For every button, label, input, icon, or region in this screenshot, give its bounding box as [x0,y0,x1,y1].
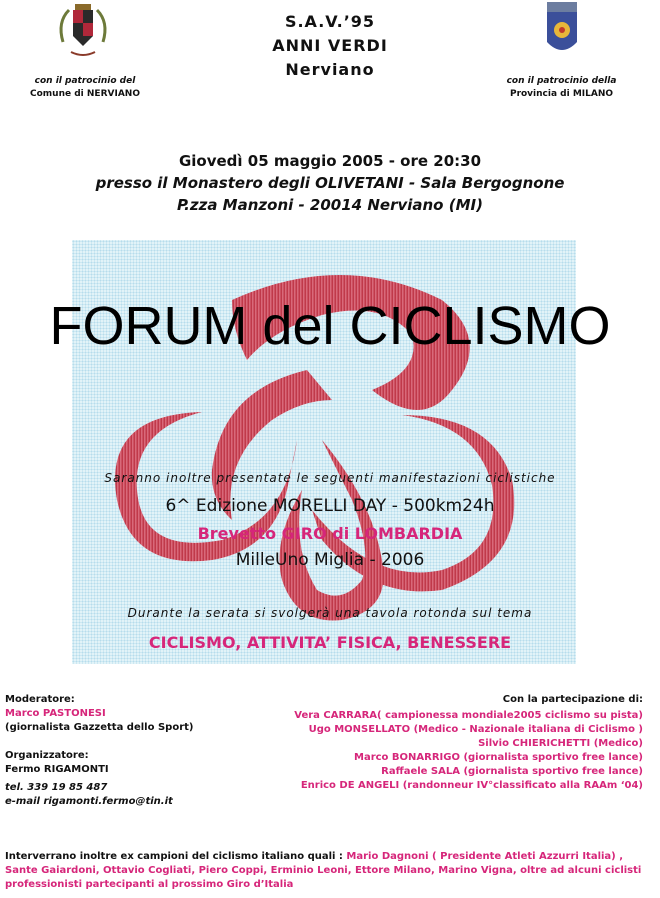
tavola-rotonda-theme: CICLISMO, ATTIVITA’ FISICA, BENESSERE [148,633,512,652]
participants-column [263,693,643,793]
participant-item: Silvio CHIERICHETTI (Medico) [478,738,643,749]
participant-item: Enrico DE ANGELI (randonneur IV°classificato alla RAAm ‘04) [300,780,643,791]
event-venue: presso il Monastero degli OLIVETANI - Sala Bergognone [95,174,565,192]
left-patronage-line2: Comune di NERVIANO [30,89,140,99]
manifestazione-morelli-day: 6^ Edizione MORELLI DAY - 500km24h [165,496,495,516]
organizer-name: Fermo RIGAMONTI [5,764,109,775]
participant-item: Raffaele SALA (giornalista sportivo free lance) [381,766,643,777]
milano-crest-icon [545,2,579,58]
org-line2: ANNI VERDI [272,36,388,55]
event-date: Giovedì 05 maggio 2005 - ore 20:30 [178,152,482,170]
organizer-email: e-mail rigamonti.fermo@tin.it [5,796,173,807]
right-patronage [484,75,639,101]
participant-item: Marco BONARRIGO (giornalista sportivo free lance) [354,752,643,763]
footer-intro: Interverrano inoltre ex campioni del ciclismo italiano quali : [5,851,347,862]
moderator-label: Moderatore: [5,694,75,705]
manifestazioni-intro: Saranno inoltre presentate le seguenti manifestazioni ciclistiche [104,471,556,485]
tavola-rotonda-intro: Durante la serata si svolgerà una tavola rotonda sul tema [127,606,533,620]
event-address: P.zza Manzoni - 20014 Nerviano (MI) [177,196,483,214]
organizers-column [5,693,255,809]
nerviano-crest-icon [55,2,111,62]
footer-text1: Mario Dagnoni ( Presidente Atleti Azzurri Italia) , [346,851,624,862]
left-patronage-line1: con il patrocinio del [34,76,136,86]
left-patronage [10,75,160,101]
organizer-phone: tel. 339 19 85 487 [5,782,108,793]
org-line3: Nerviano [285,60,375,79]
participants-label: Con la partecipazione di: [502,694,643,705]
event-details [20,150,640,216]
forum-title: FORUM del CICLISMO [49,296,611,356]
footer-text3: professionisti partecipanti al prossimo Giro d’Italia [5,879,294,890]
footer-text2: Sante Gaiardoni, Ottavio Cogliati, Piero Coppi, Erminio Leoni, Ettore Milano, Marino Vigna, oltre ad alcuni ciclisti [5,865,642,876]
manifestazione-giro-lombardia: Brevetto GIRO di LOMBARDIA [197,524,463,543]
participant-item: Ugo MONSELLATO (Medico - Nazionale italiana di Ciclismo ) [308,724,643,735]
org-line1: S.A.V.’95 [284,12,376,31]
participant-item: Vera CARRARA( campionessa mondiale2005 ciclismo su pista) [294,710,643,721]
moderator-name: Marco PASTONESI [5,708,106,719]
manifestazione-milleuno-miglia: MilleUno Miglia - 2006 [235,550,425,570]
organizer-label: Organizzatore: [5,750,89,761]
footer-champions [5,850,645,892]
right-patronage-line2: Provincia di MILANO [509,89,614,99]
moderator-role: (giornalista Gazzetta dello Sport) [5,722,194,733]
organization-name [200,10,460,82]
right-patronage-line1: con il patrocinio della [506,76,617,86]
